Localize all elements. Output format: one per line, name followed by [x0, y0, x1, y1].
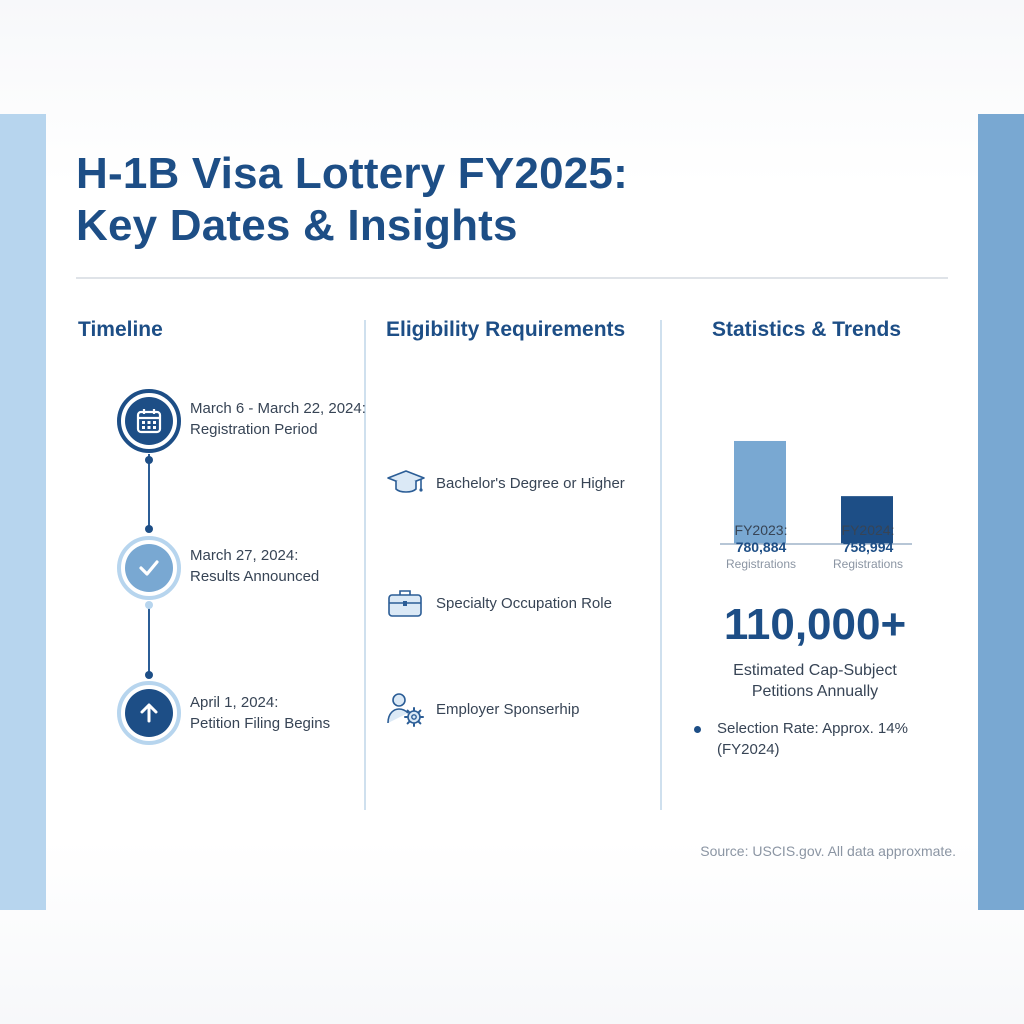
- cap-caption-line-1: Estimated Cap-Subject: [733, 662, 897, 679]
- eligibility-item-degree: [386, 466, 625, 500]
- timeline-event-petition: [190, 692, 330, 734]
- left-accent-band: [0, 114, 46, 910]
- page-title-line-1: H-1B Visa Lottery FY2025:: [76, 149, 628, 198]
- timeline-event-date: March 6 - March 22, 2024:: [190, 400, 366, 417]
- title-divider: [76, 277, 948, 279]
- timeline-event-date: March 27, 2024:: [190, 547, 299, 564]
- calendar-icon: [135, 407, 163, 435]
- cap-caption: [690, 660, 940, 702]
- timeline-dot: [145, 671, 153, 679]
- timeline-event-label: Registration Period: [190, 421, 318, 438]
- eligibility-item-label: Employer Sponserhip: [436, 700, 580, 718]
- eligibility-item-label: Bachelor's Degree or Higher: [436, 474, 625, 492]
- check-icon: [135, 554, 163, 582]
- timeline-connector-2: [148, 608, 150, 676]
- statistics-heading: Statistics & Trends: [712, 318, 902, 341]
- timeline-connector-1: [148, 454, 150, 528]
- selection-rate-line-2: (FY2024): [717, 741, 780, 758]
- bar-unit-label: Registrations: [725, 557, 797, 571]
- briefcase-icon: [386, 586, 426, 620]
- cap-number: 110,000+: [723, 600, 907, 649]
- timeline-heading: Timeline: [78, 318, 163, 341]
- arrow-up-icon: [135, 699, 163, 727]
- timeline-node-petition: [117, 681, 181, 745]
- bar-unit-label: Registrations: [832, 557, 904, 571]
- eligibility-item-label: Specialty Occupation Role: [436, 594, 612, 612]
- timeline-node-results: [117, 536, 181, 600]
- bar-category-label: FY2024:: [841, 522, 895, 538]
- timeline-event-label: Results Announced: [190, 568, 320, 585]
- bullet-icon: [694, 726, 701, 733]
- bar-value-label: 780,884: [735, 539, 787, 555]
- person-gear-icon: [386, 691, 426, 727]
- eligibility-item-sponsorship: [386, 692, 579, 726]
- source-note: Source: USCIS.gov. All data approxmate.: [700, 843, 956, 859]
- timeline-node-registration: [117, 389, 181, 453]
- page-title: [76, 148, 628, 252]
- bar-category-label: FY2023:: [734, 522, 788, 538]
- graduation-cap-icon: [386, 466, 426, 500]
- column-divider-1: [364, 320, 366, 810]
- bar-label-fy2024: [813, 522, 923, 573]
- timeline-event-results: [190, 545, 319, 587]
- timeline-dot: [145, 601, 153, 609]
- cap-caption-line-2: Petitions Annually: [751, 683, 879, 700]
- bar-label-fy2023: [706, 522, 816, 573]
- selection-rate: [717, 718, 937, 760]
- column-divider-2: [660, 320, 662, 810]
- eligibility-heading: Eligibility Requirements: [386, 318, 626, 341]
- selection-rate-line-1: Selection Rate: Approx. 14%: [717, 720, 908, 737]
- timeline-event-label: Petition Filing Begins: [190, 715, 331, 732]
- timeline-event-date: April 1, 2024:: [190, 694, 279, 711]
- timeline-dot: [145, 525, 153, 533]
- bar-value-label: 758,994: [842, 539, 894, 555]
- right-accent-band: [978, 114, 1024, 910]
- page-title-line-2: Key Dates & Insights: [76, 201, 518, 250]
- timeline-dot: [145, 456, 153, 464]
- timeline-event-registration: [190, 398, 366, 440]
- eligibility-item-occupation: [386, 586, 612, 620]
